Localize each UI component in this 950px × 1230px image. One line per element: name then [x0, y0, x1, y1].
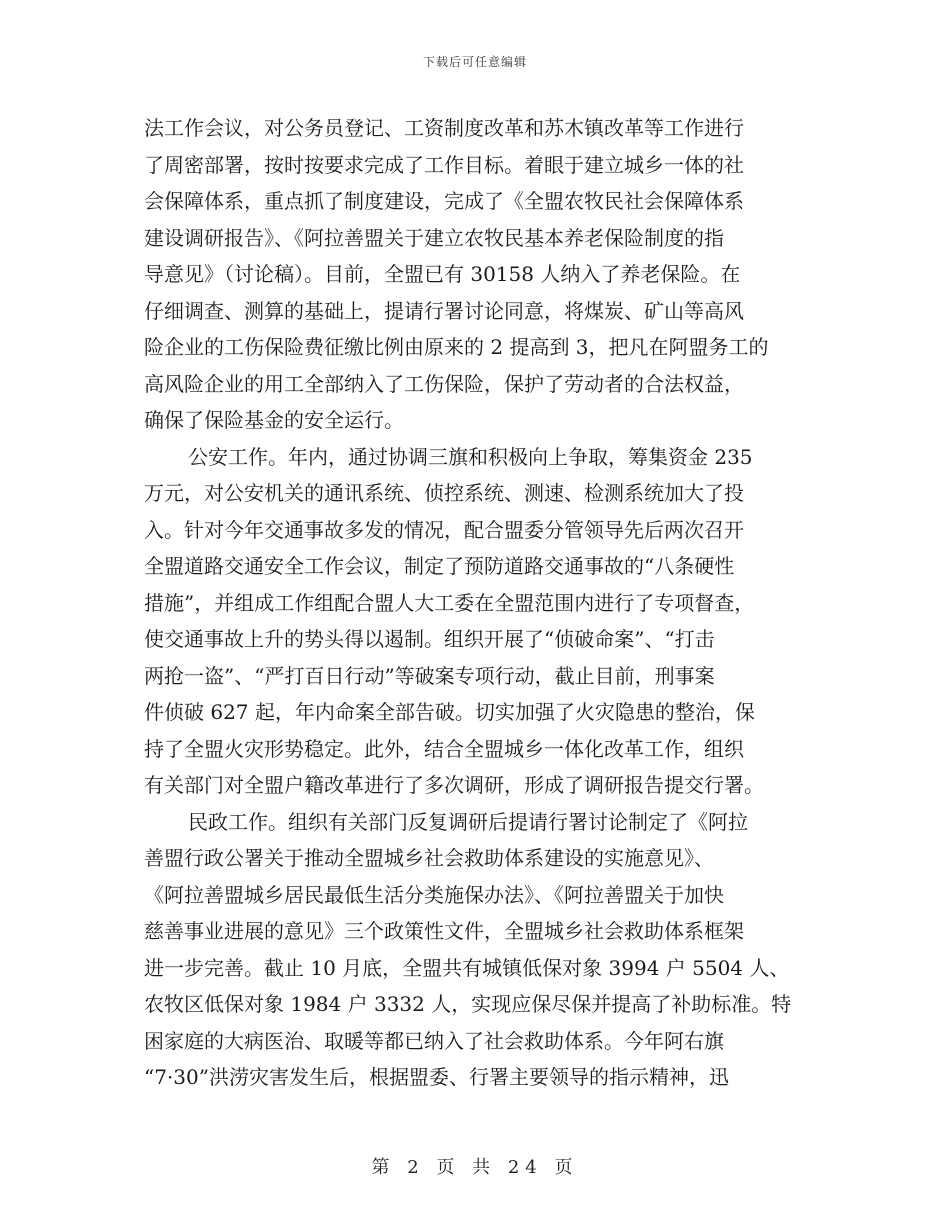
text-line: 民政工作。组织有关部门反复调研后提请行署讨论制定了《阿拉: [188, 809, 748, 834]
text-line: 会保障体系，重点抓了制度建设，完成了《全盟农牧民社会保障体系: [144, 189, 744, 213]
text-line: 慈善事业进展的意见》三个政策性文件，全盟城乡社会救助体系框架: [144, 919, 744, 943]
text-line: 险企业的工伤保险费征缴比例由原来的 2 提高到 3，把凡在阿盟务工的: [144, 335, 769, 359]
text-line: 建设调研报告》、《阿拉善盟关于建立农牧民基本养老保险制度的指: [144, 225, 724, 250]
text-line: 仔细调查、测算的基础上，提请行署讨论同意，将煤炭、矿山等高风: [144, 298, 744, 323]
text-line: 导意见》（讨论稿）。目前，全盟已有 30158 人纳入了养老保险。在: [144, 262, 741, 286]
paragraph: [144, 110, 804, 439]
text-line: 进一步完善。截止 10 月底，全盟共有城镇低保对象 3994 户 5504 人、: [144, 955, 790, 980]
text-line: 《阿拉善盟城乡居民最低生活分类施保办法》、《阿拉善盟关于加快: [144, 882, 724, 907]
text-line: 万元，对公安机关的通讯系统、侦控系统、测速、检测系统加大了投: [144, 481, 744, 505]
text-line: 困家庭的大病医治、取暖等都已纳入了社会救助体系。今年阿右旗: [144, 1028, 724, 1053]
text-line: 农牧区低保对象 1984 户 3332 人，实现应保尽保并提高了补助标准。特: [144, 992, 792, 1016]
text-line: 公安工作。年内，通过协调三旗和积极向上争取，筹集资金 235: [188, 444, 753, 469]
text-line: 使交通事故上升的势头得以遏制。组织开展了“侦破命案”、“打击: [144, 627, 715, 651]
page-header: 下载后可任意编辑: [422, 55, 527, 69]
document-body: [144, 110, 804, 1096]
text-line: 高风险企业的用工全部纳入了工伤保险，保护了劳动者的合法权益，: [144, 371, 744, 396]
text-line: 善盟行政公署关于推动全盟城乡社会救助体系建设的实施意见》、: [144, 846, 714, 870]
text-line: 法工作会议，对公务员登记、工资制度改革和苏木镇改革等工作进行: [144, 116, 744, 140]
text-line: 件侦破 627 起，年内命案全部告破。切实加强了火灾隐患的整治，保: [144, 700, 755, 724]
text-line: 全盟道路交通安全工作会议，制定了预防道路交通事故的“八条硬性: [144, 554, 735, 578]
text-line: 入。针对今年交通事故多发的情况，配合盟委分管领导先后两次召开: [144, 517, 744, 542]
paragraph: [144, 804, 804, 1096]
text-line: “7·30”洪涝灾害发生后，根据盟委、行署主要领导的指示精神，迅: [144, 1065, 729, 1089]
paragraph: [144, 439, 804, 804]
text-line: 确保了保险基金的安全运行。: [144, 408, 404, 432]
text-line: 两抢一盗”、“严打百日行动”等破案专项行动，截止目前，刑事案: [144, 663, 715, 688]
text-line: 有关部门对全盟户籍改革进行了多次调研，形成了调研报告提交行署。: [144, 773, 764, 797]
page-number: 第 2 页 共 24 页: [371, 1157, 579, 1178]
text-line: 了周密部署，按时按要求完成了工作目标。着眼于建立城乡一体的社: [144, 152, 744, 177]
text-line: 持了全盟火灾形势稳定。此外，结合全盟城乡一体化改革工作，组织: [144, 736, 744, 761]
text-line: 措施”，并组成工作组配合盟人大工委在全盟范围内进行了专项督查，: [144, 590, 755, 615]
